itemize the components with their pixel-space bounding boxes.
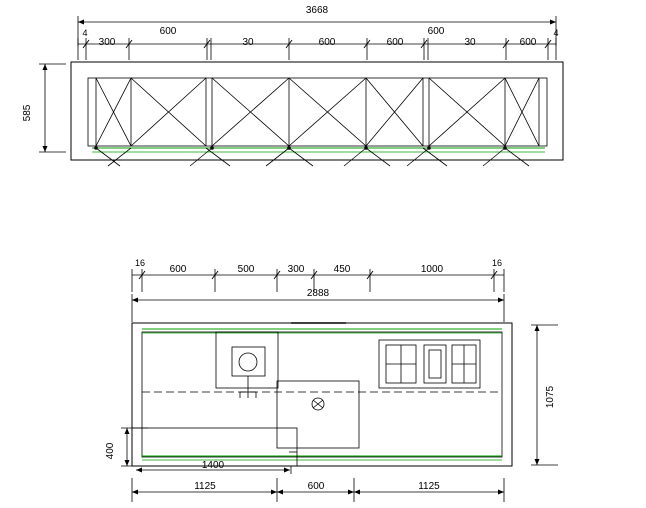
plan-depth-label: 1075 — [545, 385, 556, 409]
plan-inner-400-label: 400 — [105, 442, 116, 460]
plan-chain-label-5: 1000 — [420, 264, 444, 275]
plan-group — [121, 269, 558, 502]
elev-panel-crossings — [96, 78, 539, 146]
plan-inner-1400-label: 1400 — [201, 460, 225, 471]
elev-height-dimension — [39, 64, 66, 152]
elev-overall-dimension — [78, 16, 559, 46]
plan-bottom-label-2: 1125 — [418, 481, 440, 492]
elev-chain-label-9: 4 — [553, 28, 559, 38]
elev-bracket-legs — [94, 146, 529, 166]
plan-chain-label-4: 450 — [333, 264, 351, 275]
elev-chain-label-4: 600 — [318, 37, 336, 48]
elev-chain-label-1: 300 — [98, 37, 116, 48]
plan-chain-label-1: 600 — [169, 264, 187, 275]
elevation-group — [39, 16, 563, 166]
plan-chain-label-2: 500 — [237, 264, 255, 275]
elev-chain-label-5: 600 — [386, 37, 404, 48]
elev-chain-label-6: 600 — [427, 26, 445, 37]
elev-height-label: 585 — [22, 104, 33, 122]
plan-bottom-label-0: 1125 — [194, 481, 216, 492]
elev-overall-label: 3668 — [305, 5, 329, 16]
plan-chain-label-3: 300 — [287, 264, 305, 275]
elev-chain-dimension — [78, 38, 556, 60]
plan-overall-label: 2888 — [306, 288, 330, 299]
elev-chain-label-2: 600 — [159, 26, 177, 37]
elev-chain-label-3: 30 — [242, 37, 254, 48]
elev-chain-label-8: 600 — [519, 37, 537, 48]
elev-chain-label-0: 4 — [82, 28, 88, 38]
plan-bottom-label-1: 600 — [307, 481, 325, 492]
elev-chain-label-7: 30 — [464, 37, 476, 48]
plan-chain-label-6: 16 — [491, 258, 503, 268]
plan-chain-label-0: 16 — [134, 258, 146, 268]
